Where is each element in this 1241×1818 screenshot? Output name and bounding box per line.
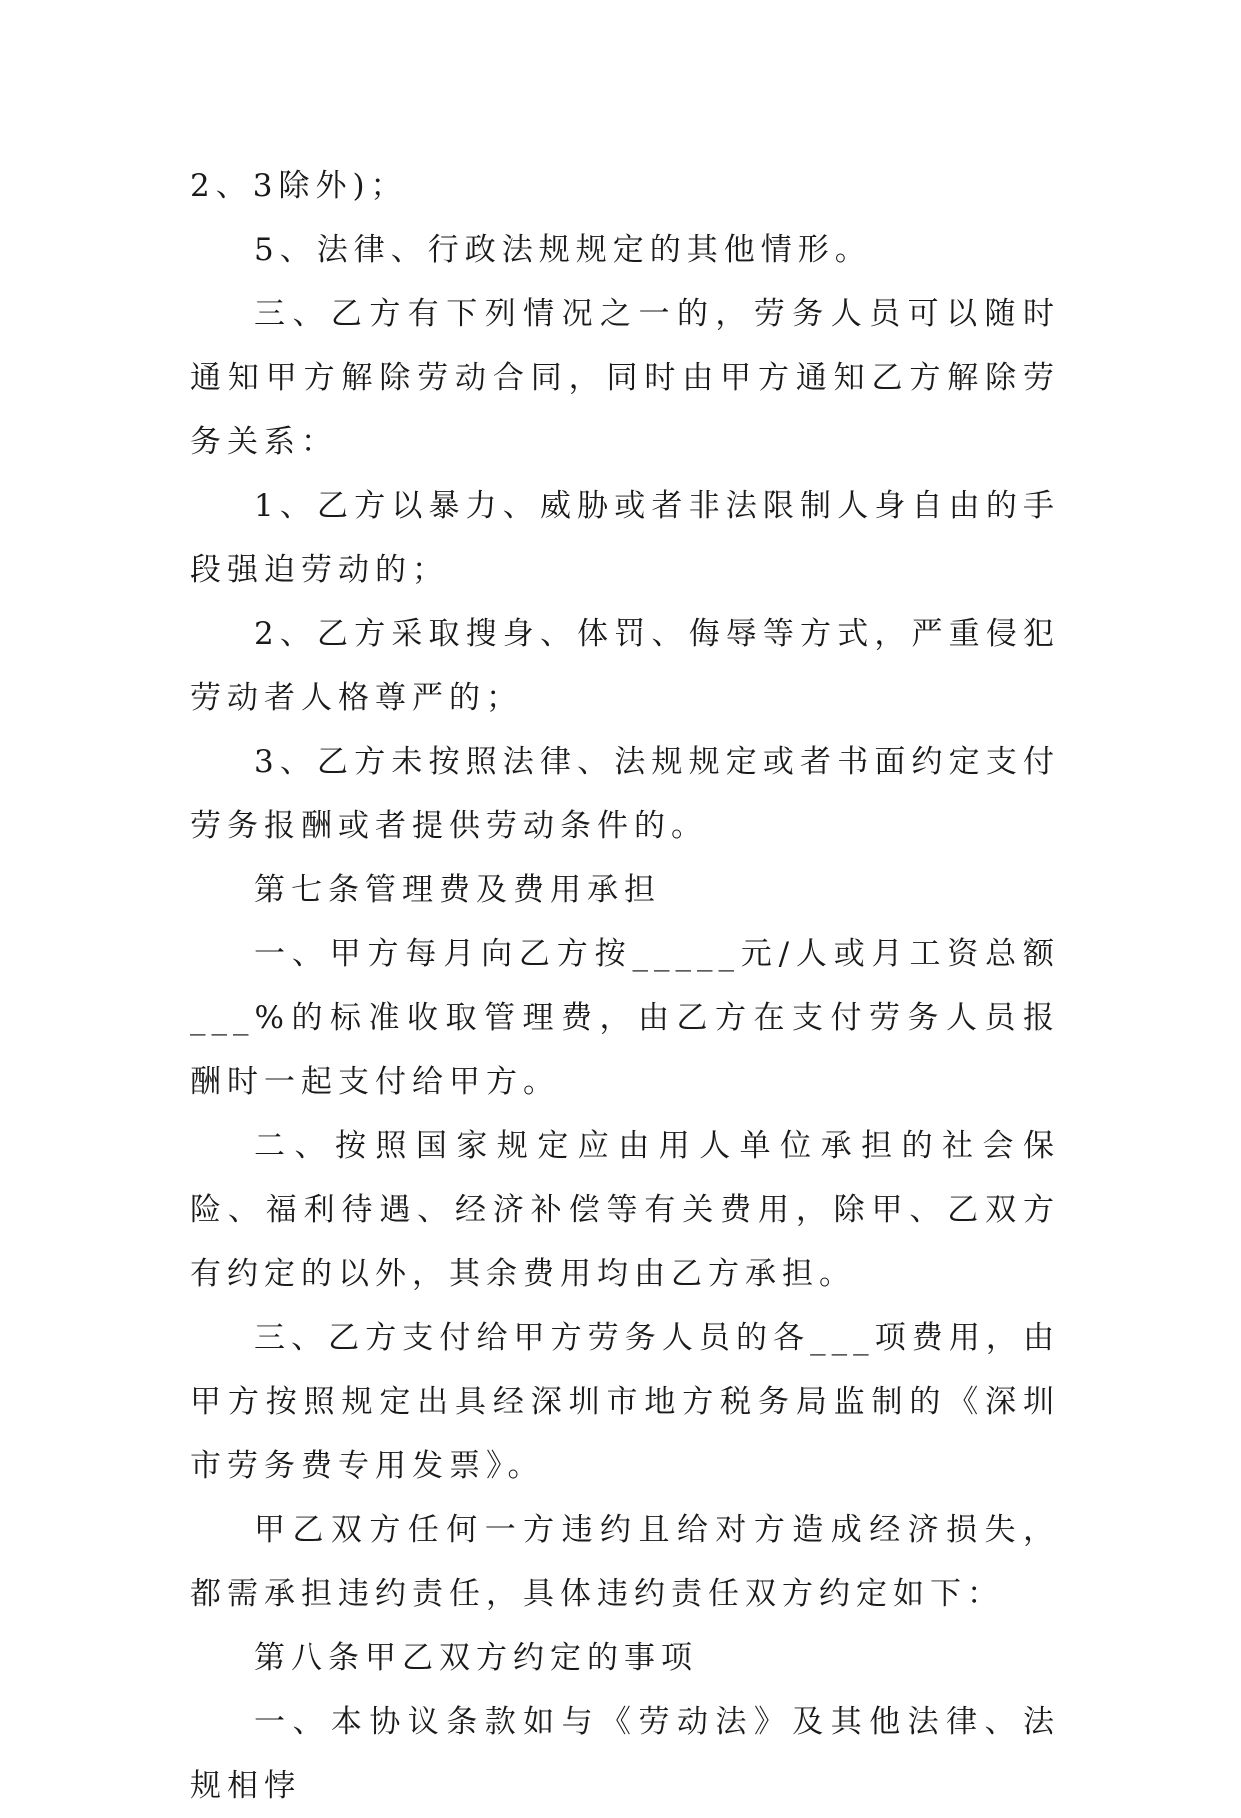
paragraph-2: 5、法律、行政法规规定的其他情形。	[254, 232, 872, 268]
paragraph-13: 一、本协议条款如与《劳动法》及其他法律、法规相悖	[190, 1704, 1060, 1804]
paragraph-11: 甲乙双方任何一方违约且给对方造成经济损失，都需承担违约责任，具体违约责任双方约定如下：	[190, 1512, 1060, 1612]
paragraph-3: 三、乙方有下列情况之一的，劳务人员可以随时通知甲方解除劳动合同，同时由甲方通知乙方解除劳务关系：	[190, 296, 1060, 460]
section-heading-article-7: 第七条管理费及费用承担	[254, 872, 661, 908]
paragraph-1: 2、3除外)；	[190, 168, 408, 204]
paragraph-6: 3、乙方未按照法律、法规规定或者书面约定支付劳务报酬或者提供劳动条件的。	[190, 744, 1060, 844]
document-body	[190, 154, 1060, 1818]
paragraph-9: 二、按照国家规定应由用人单位承担的社会保险、福利待遇、经济补偿等有关费用，除甲、乙双方有约定的以外，其余费用均由乙方承担。	[190, 1128, 1060, 1292]
paragraph-4: 1、乙方以暴力、威胁或者非法限制人身自由的手段强迫劳动的；	[190, 488, 1060, 588]
paragraph-10: 三、乙方支付给甲方劳务人员的各___项费用，由甲方按照规定出具经深圳市地方税务局监制的《深圳市劳务费专用发票》。	[190, 1320, 1060, 1484]
paragraph-8: 一、甲方每月向乙方按_____元/人或月工资总额___%的标准收取管理费，由乙方在支付劳务人员报酬时一起支付给甲方。	[190, 936, 1060, 1100]
paragraph-5: 2、乙方采取搜身、体罚、侮辱等方式，严重侵犯劳动者人格尊严的；	[190, 616, 1060, 716]
section-heading-article-8: 第八条甲乙双方约定的事项	[254, 1640, 698, 1676]
